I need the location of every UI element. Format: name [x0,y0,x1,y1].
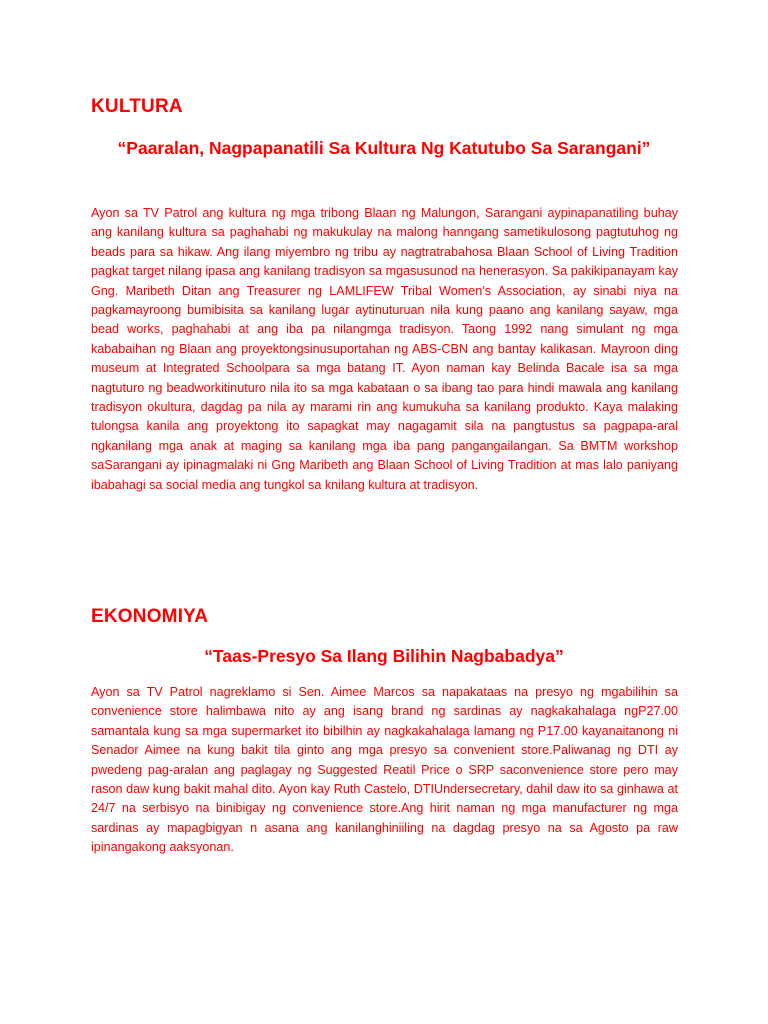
ekonomiya-section-heading: EKONOMIYA [91,606,209,627]
kultura-section-heading: KULTURA [91,96,183,117]
kultura-article-body: Ayon sa TV Patrol ang kultura ng mga tribong Blaan ng Malungon, Sarangani aypinapanatiling buhay ang kanilang kultura sa paghahabi ng makukulay na malong hanngang sametikulosong pagtutuhog ng beads para sa hikaw. Ang ilang miyembro ng tribu ay nagtratrabahosa Blaan School of Living Tradition pagkat target nilang ipasa ang kanilang tradisyon sa mgasusunod na henerasyon. Sa pakikipanayam kay Gng. Maribeth Ditan ang Treasurer ng LAMLIFEW Tribal Women’s Association, ay sinabi niya na pagkamayroong bumibisita sa kanilang lugar aytinuturuan nila kung paano ang kanilang sayaw, mga bead works, paghahabi at ang iba pa nilangmga tradisyon. Taong 1992 nang simulant ng mga kababaihan ng Blaan ang proyektongsinusuportahan ng ABS-CBN ang bantay kalikasan. Mayroon ding museum at Integrated Schoolpara sa mga batang IT. Ayon naman kay Belinda Bacale isa sa mga nagtuturo ng beadworkitinuturo nila ito sa mga kabataan o sa ibang tao para hindi mawala ang kanilang tradisyon okultura, dagdag pa nila ay marami rin ang kumukuha sa kanilang produkto. Kaya malaking tulongsa kanila ang proyektong ito sapagkat may nagagamit sila na pangtustus sa pagpapa-aral ngkanilang mga anak at maging sa kanilang mga iba pang pangangailangan. Sa BMTM workshop saSarangani ay ipinagmalaki ni Gng Maribeth ang Blaan School of Living Tradition at mas lalo paniyang ibabahagi sa social media ang tungkol sa knilang kultura at tradisyon. [91,206,678,492]
ekonomiya-article-body: Ayon sa TV Patrol nagreklamo si Sen. Aimee Marcos sa napakataas na presyo ng mgabilihin sa convenience store halimbawa nito ay ang isang brand ng sardinas ay nagkakahalaga ngP27.00 samantala kung sa mga supermarket ito bibilhin ay nagkakahalaga lamang ng P17.00 kayanaitanong ni Senador Aimee na kung bakit tila ginto ang mga presyo sa convenient store.Paliwanag ng DTI ay pwedeng pag-aralan ang paglagay ng Suggested Reatil Price o SRP saconvenience store pero may rason daw kung bakit mahal dito. Ayon kay Ruth Castelo, DTIUndersecretary, dahil daw ito sa ginhawa at 24/7 na serbisyo na binibigay ng convenience store.Ang hirit naman ng mga manufacturer ng mga sardinas ay mapagbigyan n asana ang kanilanghiniiling na dagdag presyo na sa Agosto pa raw ipinangakong aaksyonan. [91,685,678,855]
kultura-article-headline: “Paaralan, Nagpapanatili Sa Kultura Ng Katutubo Sa Sarangani” [117,138,651,158]
ekonomiya-article-headline: “Taas-Presyo Sa Ilang Bilihin Nagbabadya” [204,646,564,666]
